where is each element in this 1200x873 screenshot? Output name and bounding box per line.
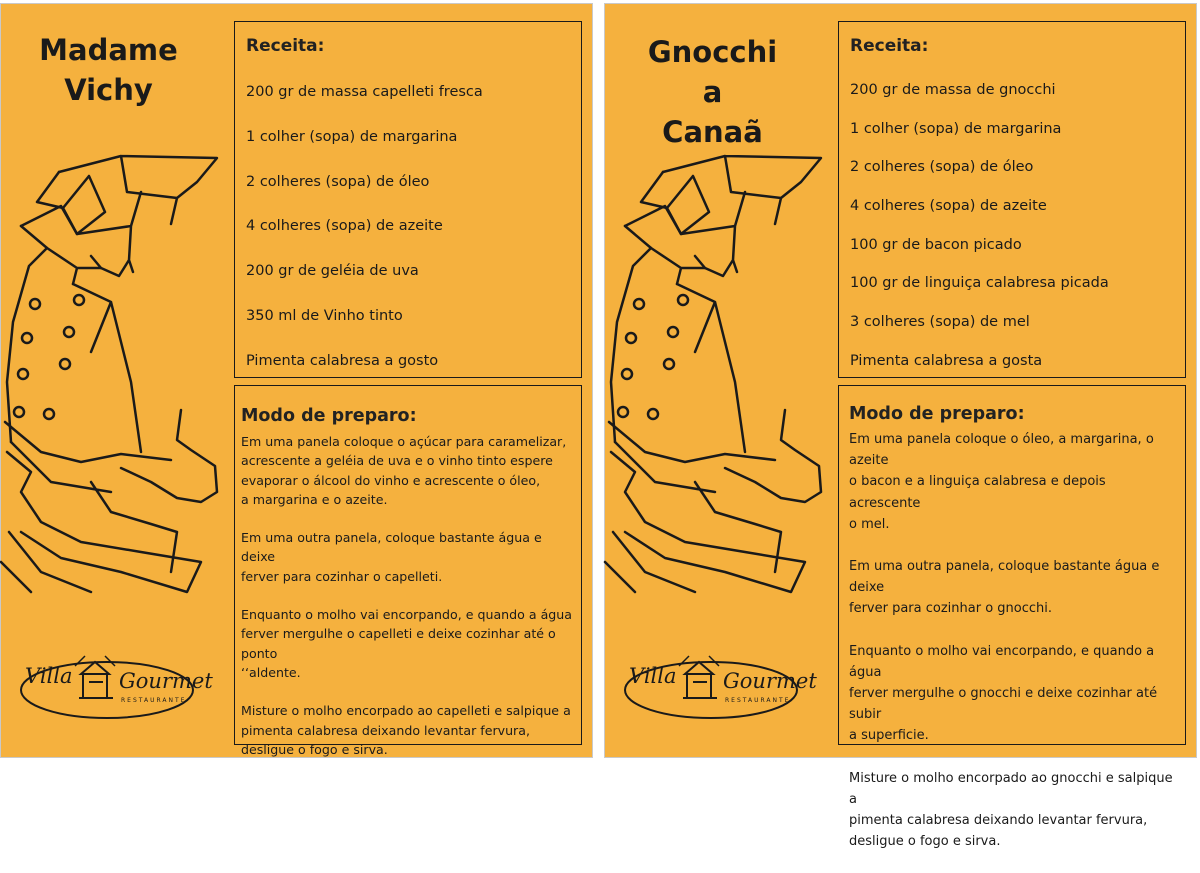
- preparation-step: Em uma panela coloque o açúcar para caramelizar, acrescente a geléia de uva e o vinho tinto espere evaporar o álcool do vinho e acrescente o óleo, a margarina e o azeite.: [241, 434, 567, 507]
- logo-text: Villa: [629, 664, 677, 688]
- preparation-step: Em uma outra panela, coloque bastante água e deixe ferver para cozinhar o capelleti.: [241, 530, 542, 584]
- dish-title-line: Canaã: [662, 115, 763, 149]
- ingredient-item: 200 gr de geléia de uva: [246, 263, 419, 280]
- ingredients-box: [234, 21, 582, 378]
- villa-gourmet-logo: [623, 652, 817, 732]
- chef-illustration: [1, 152, 233, 602]
- logo-text: Gourmet: [119, 669, 213, 693]
- dish-title-line: Madame: [39, 33, 178, 67]
- ingredient-list: [850, 80, 1179, 390]
- preparation-box: [838, 385, 1186, 850]
- dish-title: [1, 30, 216, 110]
- ingredient-item: Pimenta calabresa a gosta: [850, 352, 1043, 369]
- dish-title: [605, 32, 820, 152]
- preparation-step: Em uma panela coloque o óleo, a margarina, o azeite o bacon e a linguiça calabresa e depois acrescente o mel.: [849, 432, 1154, 532]
- ingredient-item: 100 gr de bacon picado: [850, 236, 1022, 253]
- recipe-heading: Receita:: [246, 36, 325, 56]
- ingredient-item: 100 gr de linguiça calabresa picada: [850, 275, 1109, 292]
- logo-subtitle: RESTAURANTE: [121, 697, 187, 704]
- preparation-step: Misture o molho encorpado ao capelleti e salpique a pimenta calabresa deixando levantar fervura, desligue o fogo e sirva.: [241, 703, 571, 757]
- dish-title-line: a: [702, 75, 723, 109]
- preparation-step: Em uma outra panela, coloque bastante água e deixe ferver para cozinhar o gnocchi.: [849, 559, 1160, 617]
- ingredient-item: 3 colheres (sopa) de mel: [850, 314, 1030, 331]
- ingredients-box: [838, 21, 1186, 378]
- ingredient-item: 4 colheres (sopa) de azeite: [246, 218, 443, 235]
- recipe-card-madame-vichy: [0, 3, 593, 758]
- dish-title-line: Gnocchi: [647, 35, 778, 69]
- preparation-step: Enquanto o molho vai encorpando, e quando a água ferver mergulhe o capelleti e deixe cozinhar até o ponto ‘‘aldente.: [241, 607, 572, 680]
- ingredient-item: 4 colheres (sopa) de azeite: [850, 198, 1047, 215]
- preparation-heading: Modo de preparo:: [849, 404, 1025, 424]
- villa-gourmet-logo: [19, 652, 213, 732]
- preparation-step: Misture o molho encorpado ao gnocchi e salpique a pimenta calabresa deixando levantar fervura, desligue o fogo e sirva.: [849, 770, 1173, 850]
- recipe-heading: Receita:: [850, 36, 929, 56]
- ingredient-item: Pimenta calabresa a gosto: [246, 352, 439, 369]
- logo-text: Villa: [25, 664, 73, 688]
- ingredient-item: 200 gr de massa capelleti fresca: [246, 84, 483, 100]
- ingredient-item: 200 gr de massa de gnocchi: [850, 82, 1056, 98]
- ingredient-item: 1 colher (sopa) de margarina: [246, 128, 458, 145]
- dish-title-line: Vichy: [64, 73, 153, 107]
- logo-text: Gourmet: [723, 669, 817, 693]
- logo-subtitle: RESTAURANTE: [725, 697, 791, 704]
- ingredient-item: 1 colher (sopa) de margarina: [850, 120, 1062, 137]
- ingredient-item: 2 colheres (sopa) de óleo: [850, 159, 1034, 176]
- preparation-heading: Modo de preparo:: [241, 406, 417, 426]
- ingredient-item: 2 colheres (sopa) de óleo: [246, 173, 430, 190]
- recipe-card-gnocchi-a-canaa: [604, 3, 1197, 850]
- preparation-steps: [241, 432, 577, 778]
- preparation-box: [234, 385, 582, 757]
- ingredient-item: 350 ml de Vinho tinto: [246, 307, 403, 324]
- preparation-step: Enquanto o molho vai encorpando, e quando a água ferver mergulhe o gnocchi e deixe cozinhar até subir a superficie.: [849, 643, 1158, 744]
- chef-illustration: [605, 152, 837, 602]
- preparation-steps: [849, 429, 1181, 873]
- ingredient-list: [246, 82, 575, 396]
